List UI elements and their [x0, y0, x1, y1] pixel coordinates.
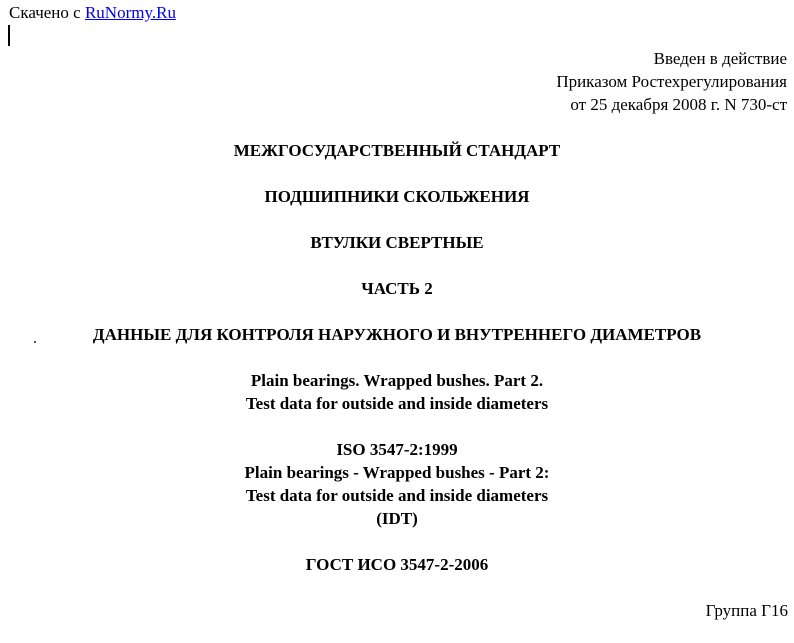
enactment-line-3: от 25 декабря 2008 г. N 730-ст	[570, 95, 787, 114]
standard-type-heading: МЕЖГОСУДАРСТВЕННЫЙ СТАНДАРТ	[233, 141, 561, 160]
source-prefix: Скачено с	[9, 3, 81, 22]
iso-title-line-1: Plain bearings - Wrapped bushes - Part 2:	[244, 463, 550, 482]
title-heading-3-text: ДАННЫЕ ДЛЯ КОНТРОЛЯ НАРУЖНОГО И ВНУТРЕННЕГО ДИАМЕТРОВ	[92, 325, 702, 344]
gost-block	[0, 553, 794, 576]
title-heading-1: ПОДШИПНИКИ СКОЛЬЖЕНИЯ	[264, 187, 530, 206]
enactment-line-1: Введен в действие	[653, 49, 787, 68]
iso-title-line-2: Test data for outside and inside diameters	[245, 486, 549, 505]
title-heading-2: ВТУЛКИ СВЕРТНЫЕ	[310, 233, 484, 252]
enactment-note	[556, 47, 787, 116]
source-line	[9, 3, 176, 23]
english-title-line-1: Plain bearings. Wrapped bushes. Part 2.	[250, 371, 544, 390]
classification-group: Группа Г16	[705, 601, 788, 620]
enactment-line-2: Приказом Ростехрегулирования	[556, 72, 787, 91]
text-cursor	[8, 25, 10, 46]
iso-number: ISO 3547-2:1999	[336, 440, 458, 459]
gost-number: ГОСТ ИСО 3547-2-2006	[305, 555, 489, 574]
iso-degree: (IDT)	[376, 509, 418, 528]
source-link[interactable]: RuNormy.Ru	[84, 3, 176, 22]
english-title-block	[0, 369, 794, 415]
title-heading-3	[0, 323, 794, 346]
english-title-line-2: Test data for outside and inside diameters	[245, 394, 549, 413]
iso-block	[0, 438, 794, 530]
part-heading: ЧАСТЬ 2	[361, 279, 433, 298]
